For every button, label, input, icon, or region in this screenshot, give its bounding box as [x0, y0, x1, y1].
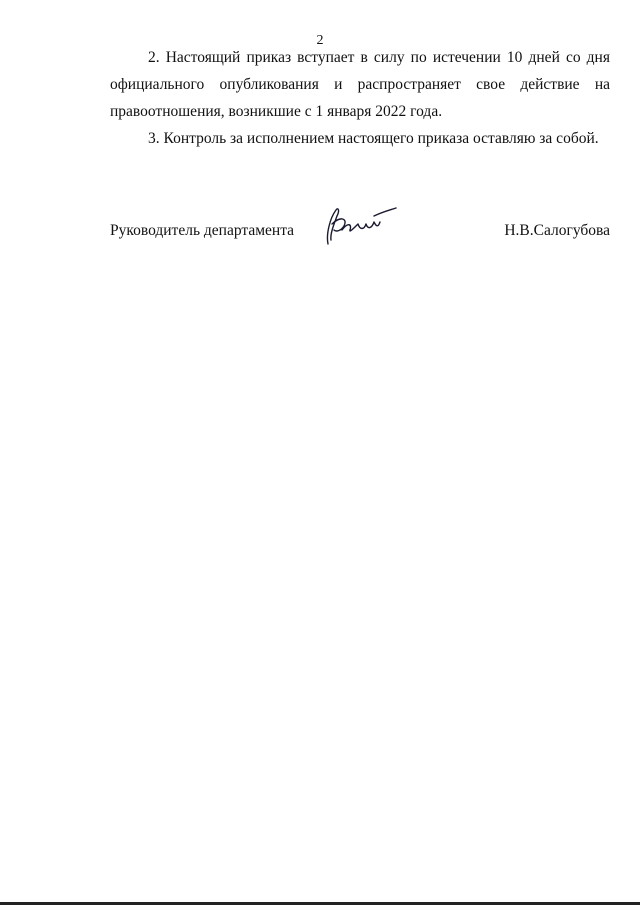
signatory-position: Руководитель департамента	[110, 222, 295, 239]
signatory-name: Н.В.Салогубова	[504, 222, 610, 239]
paragraph-effective-date: 2. Настоящий приказ вступает в силу по истечении 10 дней со дня официального опубликования и распространяет свое действие на правоотношения, возникшие с 1 января 2022 года.	[110, 49, 610, 120]
document-body	[110, 44, 610, 152]
page-number: 2	[316, 33, 324, 48]
signature-block	[110, 220, 610, 250]
handwritten-signature	[318, 204, 398, 248]
paragraph-control: 3. Контроль за исполнением настоящего приказа оставляю за собой.	[148, 130, 599, 147]
